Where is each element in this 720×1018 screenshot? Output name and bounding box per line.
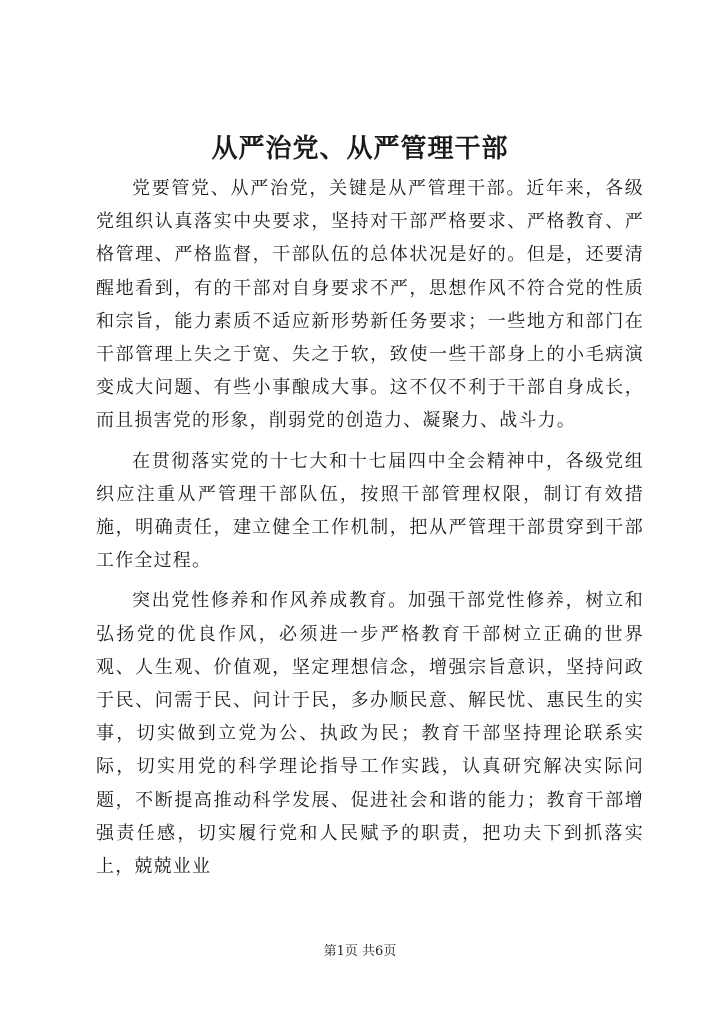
paragraph: 突出党性修养和作风养成教育。加强干部党性修养，树立和弘扬党的优良作风，必须进一步严格教育干部树立正确的世界观、人生观、价值观，坚定理想信念，增强宗旨意识，坚持问政于民、问需于民、问计于民，多办顺民意、解民忧、惠民生的实事，切实做到立党为公、执政为民；教育干部坚持理论联系实际，切实用党的科学理论指导工作实践，认真研究解决实际问题，不断提高推动科学发展、促进社会和谐的能力；教育干部增强责任感，切实履行党和人民赋予的职责，把功夫下到抓落实上，兢兢业业 (96, 590, 644, 878)
paragraph: 党要管党、从严治党，关键是从严管理干部。近年来，各级党组织认真落实中央要求，坚持对干部严格要求、严格教育、严格管理、严格监督，干部队伍的总体状况是好的。但是，还要清醒地看到，有的干部对自身要求不严，思想作风不符合党的性质和宗旨，能力素质不适应新形势新任务要求；一些地方和部门在干部管理上失之于宽、失之于软，致使一些干部身上的小毛病演变成大问题、有些小事酿成大事。这不仅不利于干部自身成长，而且损害党的形象，削弱党的创造力、凝聚力、战斗力。 (96, 178, 644, 432)
page-number-footer: 第1页 共6页 (323, 944, 397, 959)
document-title: 从严治党、从严管理干部 (211, 134, 509, 164)
paragraph: 在贯彻落实党的十七大和十七届四中全会精神中，各级党组织应注重从严管理干部队伍，按照干部管理权限，制订有效措施，明确责任，建立健全工作机制，把从严管理干部贯穿到干部工作全过程。 (96, 450, 644, 572)
document-body (96, 172, 644, 890)
